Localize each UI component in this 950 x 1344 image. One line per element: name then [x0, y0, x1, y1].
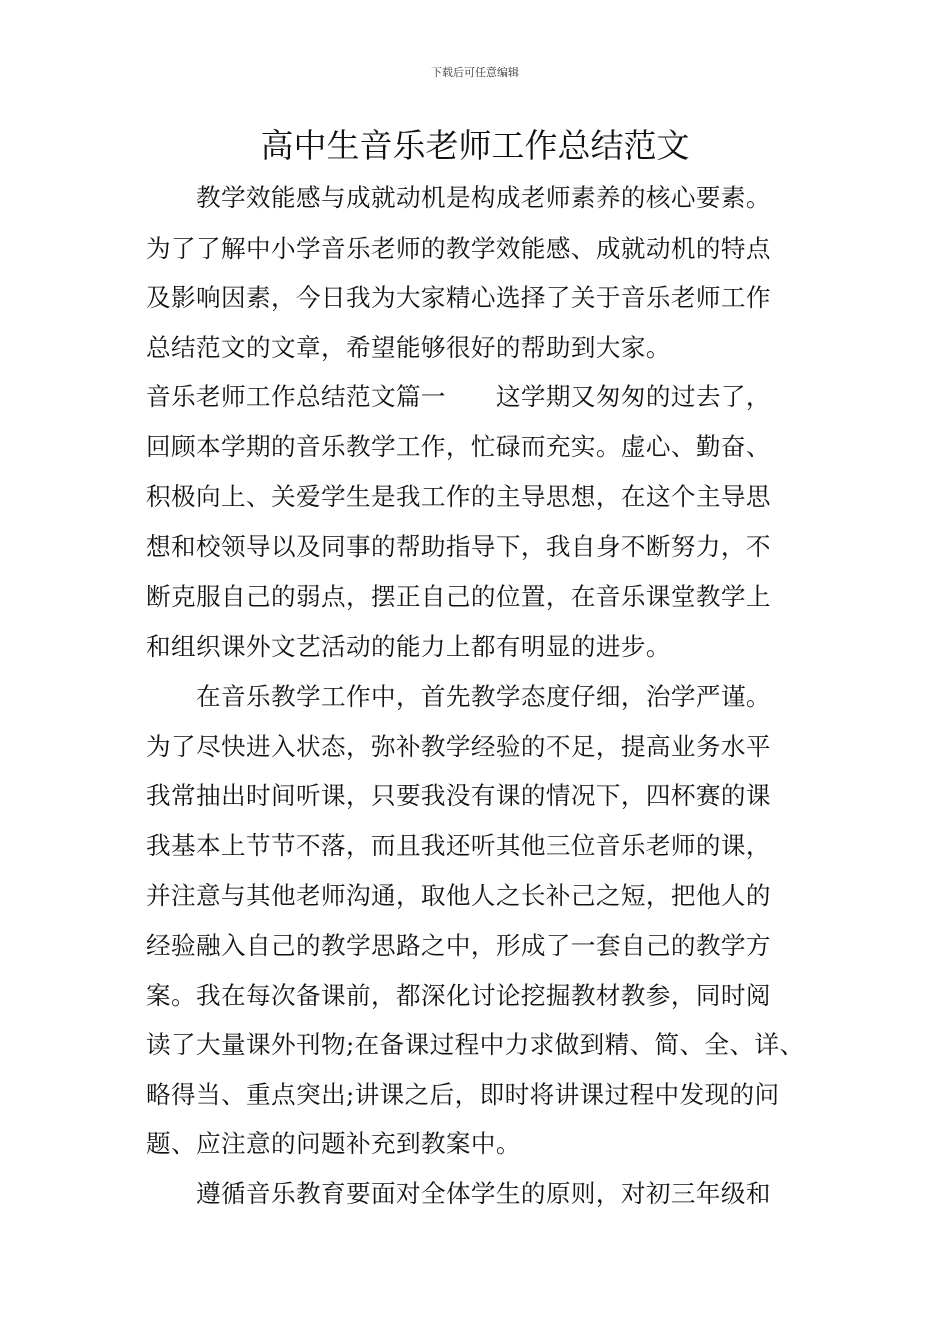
text-line: 音乐老师工作总结范文篇一 这学期又匆匆的过去了，	[146, 382, 771, 411]
text-line: 积极向上、关爱学生是我工作的主导思想，在这个主导思	[146, 482, 771, 511]
text-line: 我基本上节节不落，而且我还听其他三位音乐老师的课，	[146, 831, 771, 860]
text-line: 想和校领导以及同事的帮助指导下，我自身不断努力，不	[146, 532, 771, 561]
text-line: 题、应注意的问题补充到教案中。	[146, 1129, 521, 1158]
text-line: 遵循音乐教育要面对全体学生的原则，对初三年级和	[196, 1179, 771, 1208]
text-line: 经验融入自己的教学思路之中，形成了一套自己的教学方	[146, 931, 771, 960]
text-line: 我常抽出时间听课，只要我没有课的情况下，四杯赛的课	[146, 781, 771, 810]
text-line: 为了了解中小学音乐老师的教学效能感、成就动机的特点	[146, 234, 771, 263]
text-line: 读了大量课外刊物;在备课过程中力求做到精、简、全、详、	[146, 1030, 805, 1059]
text-line: 案。我在每次备课前，都深化讨论挖掘教材教参，同时阅	[146, 981, 771, 1010]
header-note: 下载后可任意编辑	[431, 66, 519, 79]
text-line: 教学效能感与成就动机是构成老师素养的核心要素。	[196, 183, 771, 212]
text-line: 回顾本学期的音乐教学工作，忙碌而充实。虚心、勤奋、	[146, 432, 771, 461]
text-line: 及影响因素，今日我为大家精心选择了关于音乐老师工作	[146, 283, 771, 312]
text-line: 为了尽快进入状态，弥补教学经验的不足，提高业务水平	[146, 732, 771, 761]
text-line: 和组织课外文艺活动的能力上都有明显的进步。	[146, 632, 671, 661]
text-line: 在音乐教学工作中，首先教学态度仔细，治学严谨。	[196, 682, 771, 711]
text-line: 断克服自己的弱点，摆正自己的位置，在音乐课堂教学上	[146, 582, 771, 611]
text-line: 略得当、重点突出;讲课之后，即时将讲课过程中发现的问	[146, 1080, 780, 1109]
text-line: 并注意与其他老师沟通，取他人之长补己之短，把他人的	[146, 881, 771, 910]
text-line: 总结范文的文章，希望能够很好的帮助到大家。	[146, 333, 671, 362]
document-title: 高中生音乐老师工作总结范文	[260, 126, 690, 165]
